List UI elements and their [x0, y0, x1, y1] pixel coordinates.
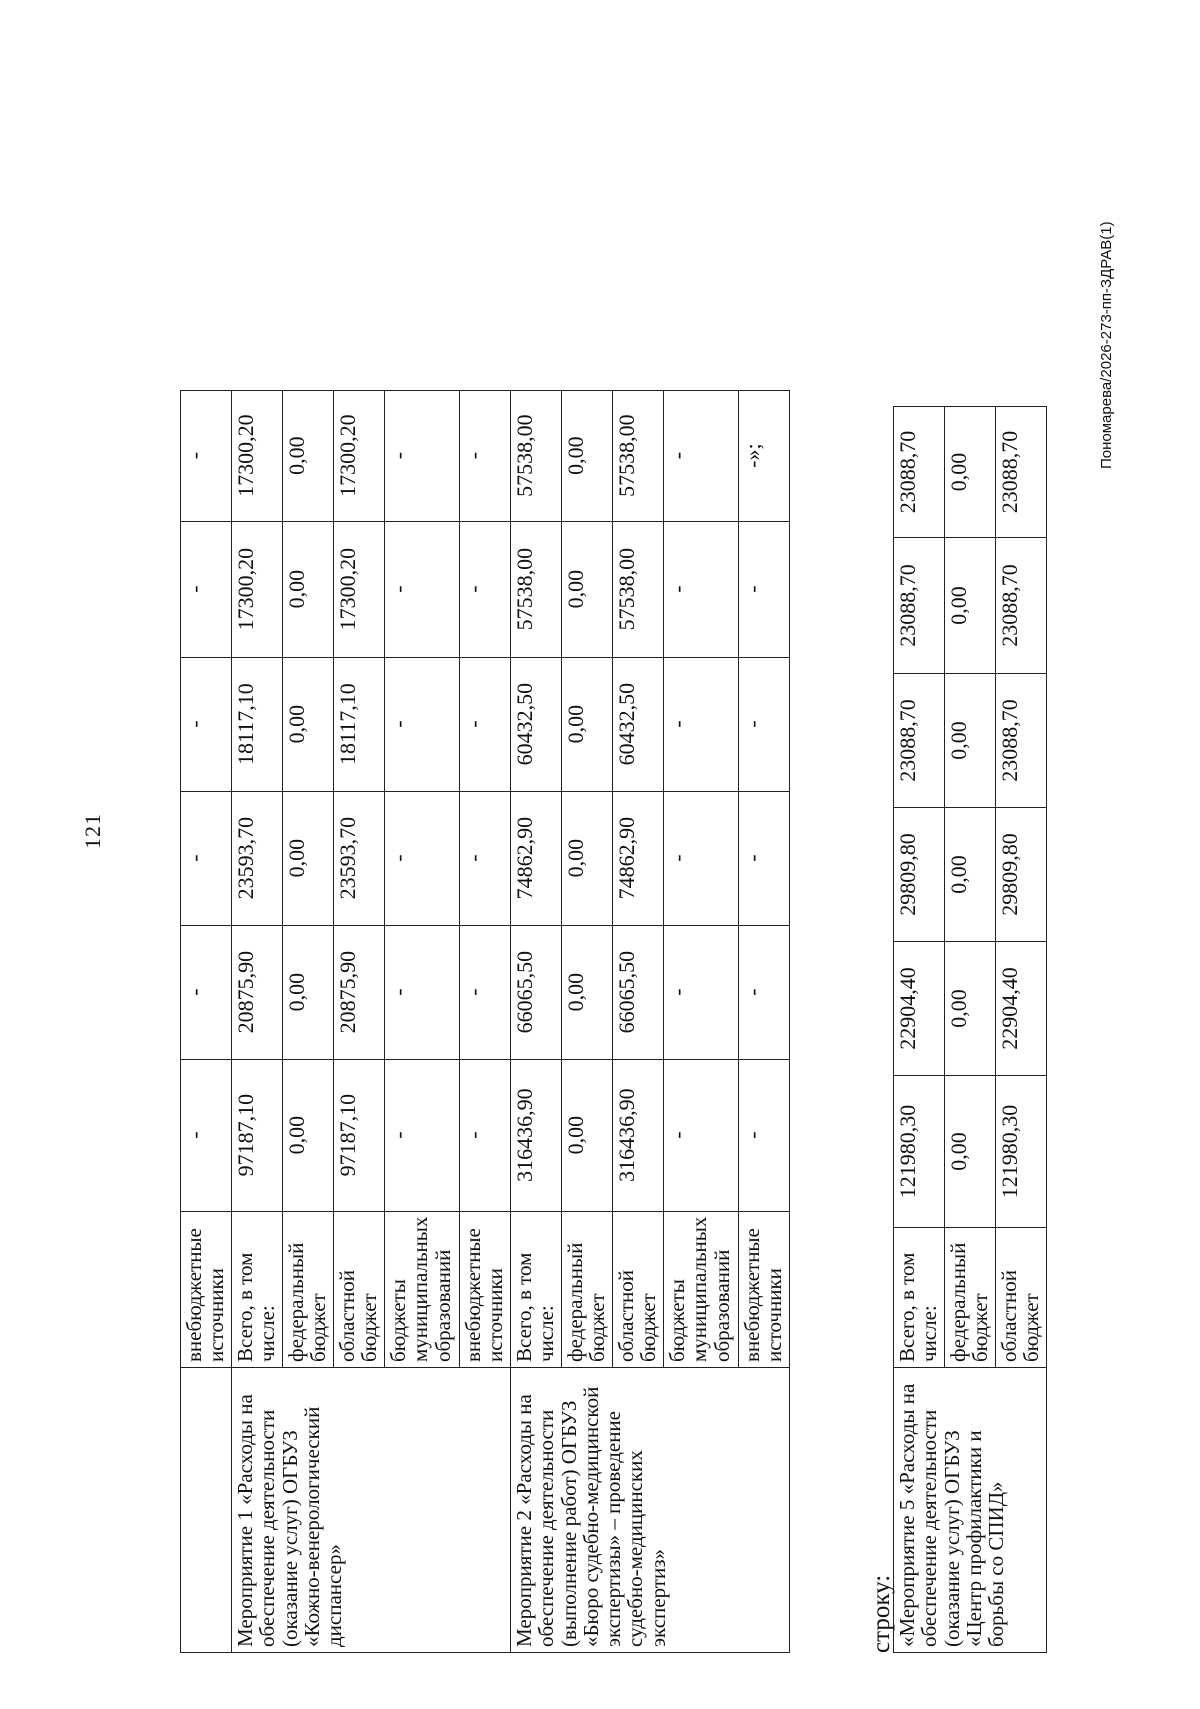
budget-table-main — [180, 390, 790, 1653]
value-cell: 121980,30 — [894, 1076, 945, 1228]
value-cell: 0,00 — [562, 657, 613, 791]
source-cell: Всего, в том числе: — [232, 1211, 283, 1367]
activity-description: Мероприятие 2 «Расходы на обеспечение деятельности (выполнение работ) ОГБУЗ «Бюро судебно-медицинской экспертизы» – проведение судебно-медицинских экспертиз» — [511, 1368, 790, 1653]
value-cell: - — [460, 657, 511, 791]
value-cell: - — [385, 390, 460, 521]
value-cell: 17300,20 — [232, 521, 283, 657]
value-cell: - — [385, 521, 460, 657]
value-cell: 0,00 — [562, 390, 613, 521]
value-cell: 23088,70 — [894, 407, 945, 538]
value-cell: 20875,90 — [232, 925, 283, 1059]
budget-table-second — [893, 406, 1047, 1653]
value-cell: - — [739, 791, 790, 925]
value-cell: 97187,10 — [334, 1059, 385, 1211]
source-cell: федеральный бюджет — [562, 1211, 613, 1367]
separator-label: строку: — [868, 1574, 895, 1653]
value-cell: 17300,20 — [232, 390, 283, 521]
value-cell: 121980,30 — [996, 1076, 1047, 1228]
value-cell: 66065,50 — [613, 925, 664, 1059]
value-cell: 23088,70 — [996, 407, 1047, 538]
value-cell: - — [181, 390, 232, 521]
value-cell: 18117,10 — [232, 657, 283, 791]
value-cell: 0,00 — [283, 791, 334, 925]
value-cell: 0,00 — [945, 1076, 996, 1228]
value-cell: 0,00 — [283, 521, 334, 657]
value-cell: - — [664, 791, 739, 925]
value-cell: - — [385, 791, 460, 925]
table-row — [894, 407, 945, 1653]
source-cell: Всего, в том числе: — [894, 1228, 945, 1368]
source-cell: Всего, в том числе: — [511, 1211, 562, 1367]
value-cell: 0,00 — [283, 1059, 334, 1211]
value-cell: 29809,80 — [996, 808, 1047, 942]
value-cell: 97187,10 — [232, 1059, 283, 1211]
value-cell: - — [460, 390, 511, 521]
value-cell: 0,00 — [562, 1059, 613, 1211]
value-cell: 23088,70 — [894, 538, 945, 674]
value-cell: - — [739, 1059, 790, 1211]
value-cell: 18117,10 — [334, 657, 385, 791]
source-cell: бюджеты муниципальных образований — [385, 1211, 460, 1367]
value-cell: 0,00 — [562, 521, 613, 657]
activity-description: Мероприятие 1 «Расходы на обеспечение деятельности (оказание услуг) ОГБУЗ «Кожно-венерологический диспансер» — [232, 1368, 511, 1653]
value-cell: - — [460, 521, 511, 657]
value-cell: - — [739, 657, 790, 791]
source-cell: федеральный бюджет — [283, 1211, 334, 1367]
value-cell: - — [739, 925, 790, 1059]
value-cell: - — [664, 925, 739, 1059]
value-cell: 17300,20 — [334, 521, 385, 657]
value-cell: 74862,90 — [613, 791, 664, 925]
table-row — [232, 390, 283, 1652]
table-row — [511, 390, 562, 1652]
source-cell: бюджеты муниципальных образований — [664, 1211, 739, 1367]
value-cell: 74862,90 — [511, 791, 562, 925]
page-number: 121 — [80, 813, 105, 849]
value-cell: - — [181, 791, 232, 925]
value-cell: - — [385, 1059, 460, 1211]
table-row — [181, 390, 232, 1652]
source-cell: внебюджетные источники — [181, 1211, 232, 1367]
footer-document-code: Пономарева/2026-273-пп-ЗДРАВ(1) — [1098, 221, 1115, 469]
value-cell: - — [739, 521, 790, 657]
value-cell: 60432,50 — [511, 657, 562, 791]
source-cell: областной бюджет — [996, 1228, 1047, 1368]
value-cell: 23088,70 — [996, 674, 1047, 808]
value-cell: 23593,70 — [334, 791, 385, 925]
value-cell: 0,00 — [283, 925, 334, 1059]
value-cell: 22904,40 — [996, 942, 1047, 1076]
value-cell: 57538,00 — [613, 390, 664, 521]
value-cell: - — [181, 925, 232, 1059]
value-cell: 0,00 — [945, 674, 996, 808]
value-cell: 20875,90 — [334, 925, 385, 1059]
value-cell: - — [460, 925, 511, 1059]
value-cell: 0,00 — [945, 808, 996, 942]
value-cell: - — [181, 1059, 232, 1211]
source-cell: внебюджетные источники — [739, 1211, 790, 1367]
value-cell: 57538,00 — [613, 521, 664, 657]
value-cell: - — [664, 390, 739, 521]
value-cell: 22904,40 — [894, 942, 945, 1076]
value-cell: 316436,90 — [613, 1059, 664, 1211]
source-cell: областной бюджет — [334, 1211, 385, 1367]
value-cell: 57538,00 — [511, 390, 562, 521]
value-cell: 23088,70 — [894, 674, 945, 808]
source-cell: внебюджетные источники — [460, 1211, 511, 1367]
value-cell: 66065,50 — [511, 925, 562, 1059]
value-cell: 0,00 — [283, 390, 334, 521]
value-cell: 0,00 — [562, 925, 613, 1059]
source-cell: федеральный бюджет — [945, 1228, 996, 1368]
source-cell: областной бюджет — [613, 1211, 664, 1367]
value-cell: - — [664, 657, 739, 791]
value-cell: 0,00 — [945, 538, 996, 674]
value-cell: -»; — [739, 390, 790, 521]
value-cell: - — [385, 925, 460, 1059]
value-cell: - — [460, 791, 511, 925]
value-cell: 17300,20 — [334, 390, 385, 521]
value-cell: 0,00 — [945, 942, 996, 1076]
value-cell: - — [664, 521, 739, 657]
value-cell: 316436,90 — [511, 1059, 562, 1211]
value-cell: 29809,80 — [894, 808, 945, 942]
value-cell: - — [385, 657, 460, 791]
value-cell: 0,00 — [283, 657, 334, 791]
value-cell: 0,00 — [562, 791, 613, 925]
activity-description: «Мероприятие 5 «Расходы на обеспечение деятельности (оказание услуг) ОГБУЗ «Центр профилактики и борьбы со СПИД» — [894, 1368, 1047, 1653]
empty-description-cell — [181, 1368, 232, 1653]
value-cell: - — [181, 657, 232, 791]
value-cell: - — [460, 1059, 511, 1211]
value-cell: - — [181, 521, 232, 657]
value-cell: 60432,50 — [613, 657, 664, 791]
value-cell: 23088,70 — [996, 538, 1047, 674]
value-cell: 57538,00 — [511, 521, 562, 657]
value-cell: 23593,70 — [232, 791, 283, 925]
value-cell: - — [664, 1059, 739, 1211]
value-cell: 0,00 — [945, 407, 996, 538]
